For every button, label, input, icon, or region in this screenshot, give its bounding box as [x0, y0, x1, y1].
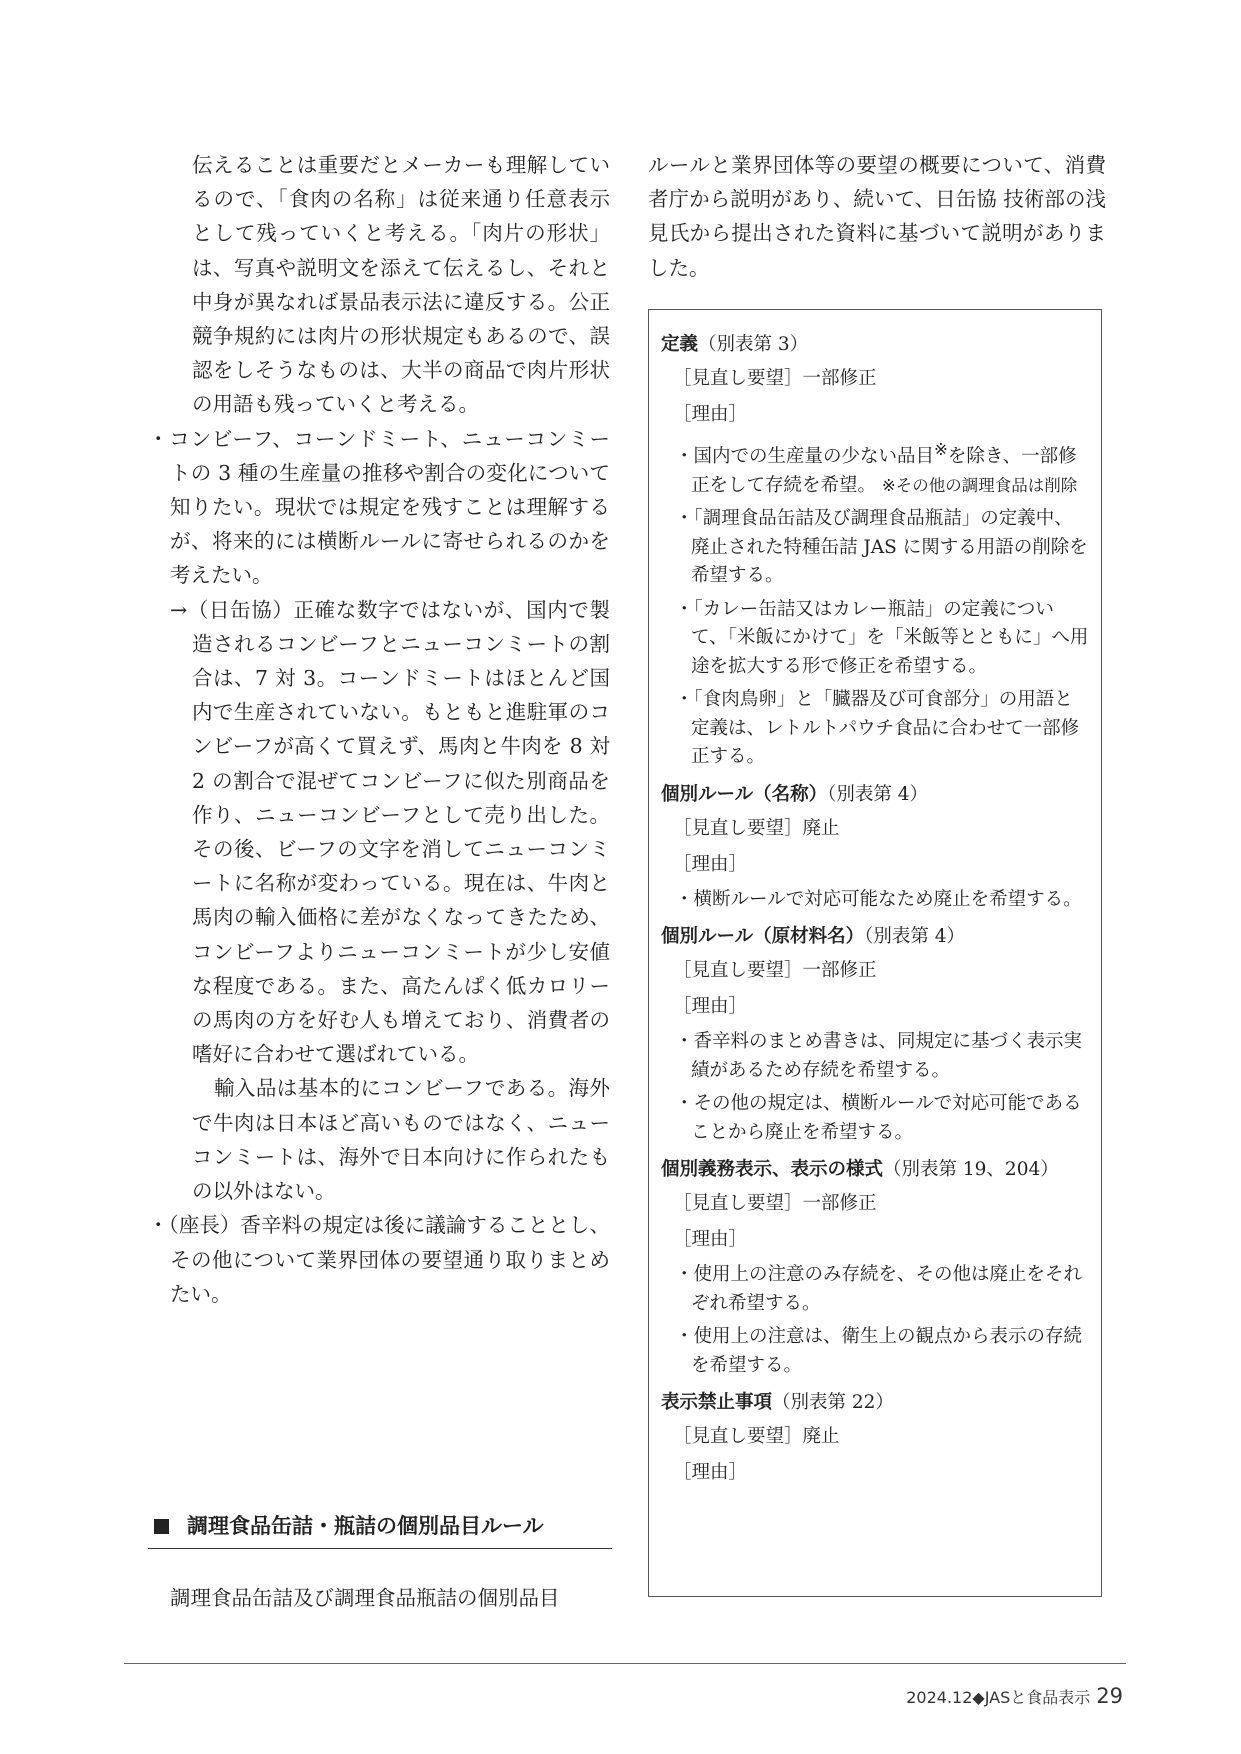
box-bullet: ・国内での生産量の少ない品目※を除き、一部修正をして存続を希望。 ※その他の調理食品は削除	[675, 440, 1078, 496]
summary-box	[648, 309, 1102, 1597]
box-heading: 個別義務表示、表示の様式（別表第 19、204）	[661, 1159, 1059, 1181]
box-reason-label: ［理由］	[673, 1462, 748, 1484]
box-heading: 個別ルール（原材料名）（別表第 4）	[661, 926, 966, 948]
page-footer	[906, 1684, 1123, 1708]
box-bullet: ・「調理食品缶詰及び調理食品瓶詰」の定義中、廃止された特種缶詰 JAS に関する用語の削除を希望する。	[675, 508, 1088, 587]
intro-paragraph: ルールと業界団体等の要望の概要について、消費者庁から説明があり、続いて、日缶協 技術部の浅見氏から提出された資料に基づいて説明がありました。	[648, 153, 1106, 280]
box-bullet: ・横断ルールで対応可能なため廃止を希望する。	[675, 888, 1082, 910]
box-request: ［見直し要望］一部修正	[673, 960, 877, 982]
box-request: ［見直し要望］廃止	[673, 1426, 840, 1448]
box-reason-label: ［理由］	[673, 853, 748, 875]
left-column	[148, 148, 610, 1311]
box-request: ［見直し要望］廃止	[673, 817, 840, 839]
box-bullet: ・「カレー缶詰又はカレー瓶詰」の定義について、「米飯にかけて」を「米飯等とともに」へ用途を拡大する形で修正を希望する。	[675, 598, 1089, 677]
box-bullet: ・使用上の注意のみ存続を、その他は廃止をそれぞれ希望する。	[675, 1264, 1083, 1314]
square-bullet-icon	[154, 1519, 169, 1534]
box-heading: 個別ルール（名称）（別表第 4）	[661, 783, 929, 805]
box-request: ［見直し要望］一部修正	[673, 1193, 877, 1215]
box-bullet: ・香辛料のまとめ書きは、同規定に基づく表示実績があるため存続を希望する。	[675, 1031, 1083, 1081]
box-reason-label: ［理由］	[673, 404, 748, 425]
section-body: 調理食品缶詰及び調理食品瓶詰の個別品目	[170, 1586, 560, 1610]
paragraph: 伝えることは重要だとメーカーも理解しているので、「食肉の名称」は従来通り任意表示として残っていくと考える。「肉片の形状」は、写真や説明文を添えて伝えるし、それと中身が異なれば景品表示法に違反する。公正競争規約には肉片の形状規定もあるので、誤認をしそうなものは、大半の商品で肉片形状の用語も残っていくと考える。	[192, 153, 610, 417]
bullet-item: ・（座長）香辛料の規定は後に議論することとし、その他について業界団体の要望通り取りまとめたい。	[148, 1213, 610, 1306]
section-title: 調理食品缶詰・瓶詰の個別品目ルール	[187, 1514, 544, 1538]
page-number: 29	[1096, 1684, 1123, 1708]
issue-label: 2024.12◆JASと食品表示	[906, 1688, 1091, 1707]
footer-divider	[124, 1663, 1126, 1664]
paragraph: 輸入品は基本的にコンビーフである。海外で牛肉は日本ほど高いものではなく、ニューコンミートは、海外で日本向けに作られたもの以外はない。	[192, 1076, 610, 1204]
reply-item: →（日缶協）正確な数字ではないが、国内で製造されるコンビーフとニューコンミートの割合は、7 対 3。コーンドミートはほとんど国内で生産されていない。もともと進駐軍のコンビーフが高くて買えず、馬肉と牛肉を 8 対 2 の割合で混ぜてコンビーフに似た別商品を作り、ニューコンビーフとして売り出した。その後、ビーフの文字を消してニューコンミートに名称が変わっている。現在は、牛肉と馬肉の輸入価格に差がなくなってきたため、コンビーフよりニューコンミートが少し安値な程度である。また、高たんぱく低カロリーの馬肉の方を好む人も増えており、消費者の嗜好に合わせて選ばれている。	[170, 597, 610, 1067]
box-reason-label: ［理由］	[673, 996, 748, 1018]
bullet-item: ・コンビーフ、コーンドミート、ニューコンミートの 3 種の生産量の推移や割合の変化について知りたい。現状では規定を残すことは理解するが、将来的には横断ルールに寄せられるのかを考えたい。	[148, 426, 610, 588]
right-column	[648, 148, 1106, 285]
section-heading	[148, 1510, 612, 1549]
box-request: ［見直し要望］一部修正	[673, 368, 877, 389]
box-heading: 表示禁止事項（別表第 22）	[661, 1392, 894, 1414]
box-bullet: ・使用上の注意は、衛生上の観点から表示の存続を希望する。	[675, 1326, 1083, 1376]
box-bullet: ・「食肉鳥卵」と「臓器及び可食部分」の用語と定義は、レトルトパウチ食品に合わせて一部修正する。	[675, 689, 1080, 768]
box-bullet: ・その他の規定は、横断ルールで対応可能であることから廃止を希望する。	[675, 1093, 1082, 1143]
box-heading: 定義（別表第 3）	[661, 334, 809, 355]
box-reason-label: ［理由］	[673, 1229, 748, 1251]
